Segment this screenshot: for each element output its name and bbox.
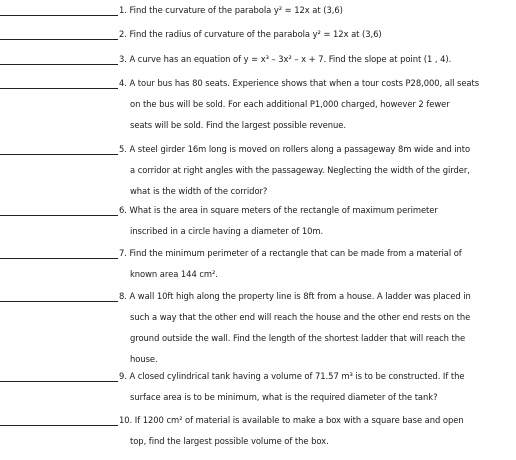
problem-8-text [119,286,511,370]
answer-blank-1[interactable] [0,15,118,16]
problem-8-line-3: ground outside the wall. Find the length of the shortest ladder that will reach the [130,333,466,343]
problem-9-line-2: surface area is to be minimum, what is the required diameter of the tank? [130,392,438,402]
problem-10-line-1: If 1200 cm² of material is available to make a box with a square base and open [132,415,464,425]
problem-2-number: 2. [119,29,127,39]
problem-5-line-2: a corridor at right angles with the passageway. Neglecting the width of the girder, [130,165,470,175]
problem-8-line-1: A wall 10ft high along the property line is 8ft from a house. A ladder was placed in [126,291,471,301]
problem-10-line-2: top, find the largest possible volume of the box. [130,436,329,446]
problem-6-text [119,200,511,242]
answer-blank-2[interactable] [0,39,118,40]
problem-9-number: 9. [119,371,127,381]
problem-8-line-4: house. [130,354,158,364]
problem-8-line-2: such a way that the other end will reach the house and the other end rests on the [130,312,471,322]
problem-10-text [119,410,511,452]
problem-2-text [119,24,511,45]
problem-4-text [119,73,511,136]
answer-blank-8[interactable] [0,301,118,302]
problem-6-line-1: What is the area in square meters of the rectangle of maximum perimeter [126,205,438,215]
problem-10-number: 10. [119,415,133,425]
problem-3-text [119,49,511,70]
problem-4-number: 4. [119,78,127,88]
problem-3-number: 3. [119,54,127,64]
answer-blank-7[interactable] [0,258,118,259]
problem-4-line-1: A tour bus has 80 seats. Experience shows that when a tour costs P28,000, all seats [129,78,480,88]
problem-1-line-1: Find the curvature of the parabola y² = 12x at (3,6) [129,5,343,15]
problem-5-text [119,139,511,202]
problem-7-number: 7. [119,248,127,258]
problem-1-number: 1. [119,5,127,15]
problem-5-line-1: A steel girder 16m long is moved on rollers along a passageway 8m wide and into [129,144,471,154]
problem-7-text [119,243,511,285]
problem-1-text [119,0,511,21]
problem-8-number: 8. [119,291,127,301]
problem-3-line-1: A curve has an equation of y = x³ – 3x² – x + 7. Find the slope at point (1 , 4). [129,54,452,64]
problem-9-text [119,366,511,408]
answer-blank-5[interactable] [0,154,118,155]
problem-4-line-3: seats will be sold. Find the largest possible revenue. [130,120,346,130]
problem-5-line-3: what is the width of the corridor? [130,186,268,196]
problem-4-line-2: on the bus will be sold. For each additional P1,000 charged, however 2 fewer [130,99,450,109]
problem-2-line-1: Find the radius of curvature of the parabola y² = 12x at (3,6) [129,29,382,39]
problem-9-line-1: A closed cylindrical tank having a volume of 71.57 m³ is to be constructed. If the [126,371,465,381]
problem-7-line-2: known area 144 cm². [130,269,218,279]
answer-blank-3[interactable] [0,64,118,65]
problem-6-line-2: inscribed in a circle having a diameter of 10m. [130,226,324,236]
problem-5-number: 5. [119,144,127,154]
problem-6-number: 6. [119,205,127,215]
answer-blank-6[interactable] [0,215,118,216]
answer-blank-10[interactable] [0,425,118,426]
answer-blank-4[interactable] [0,88,118,89]
answer-blank-9[interactable] [0,381,118,382]
problem-7-line-1: Find the minimum perimeter of a rectangle that can be made from a material of [129,248,462,258]
